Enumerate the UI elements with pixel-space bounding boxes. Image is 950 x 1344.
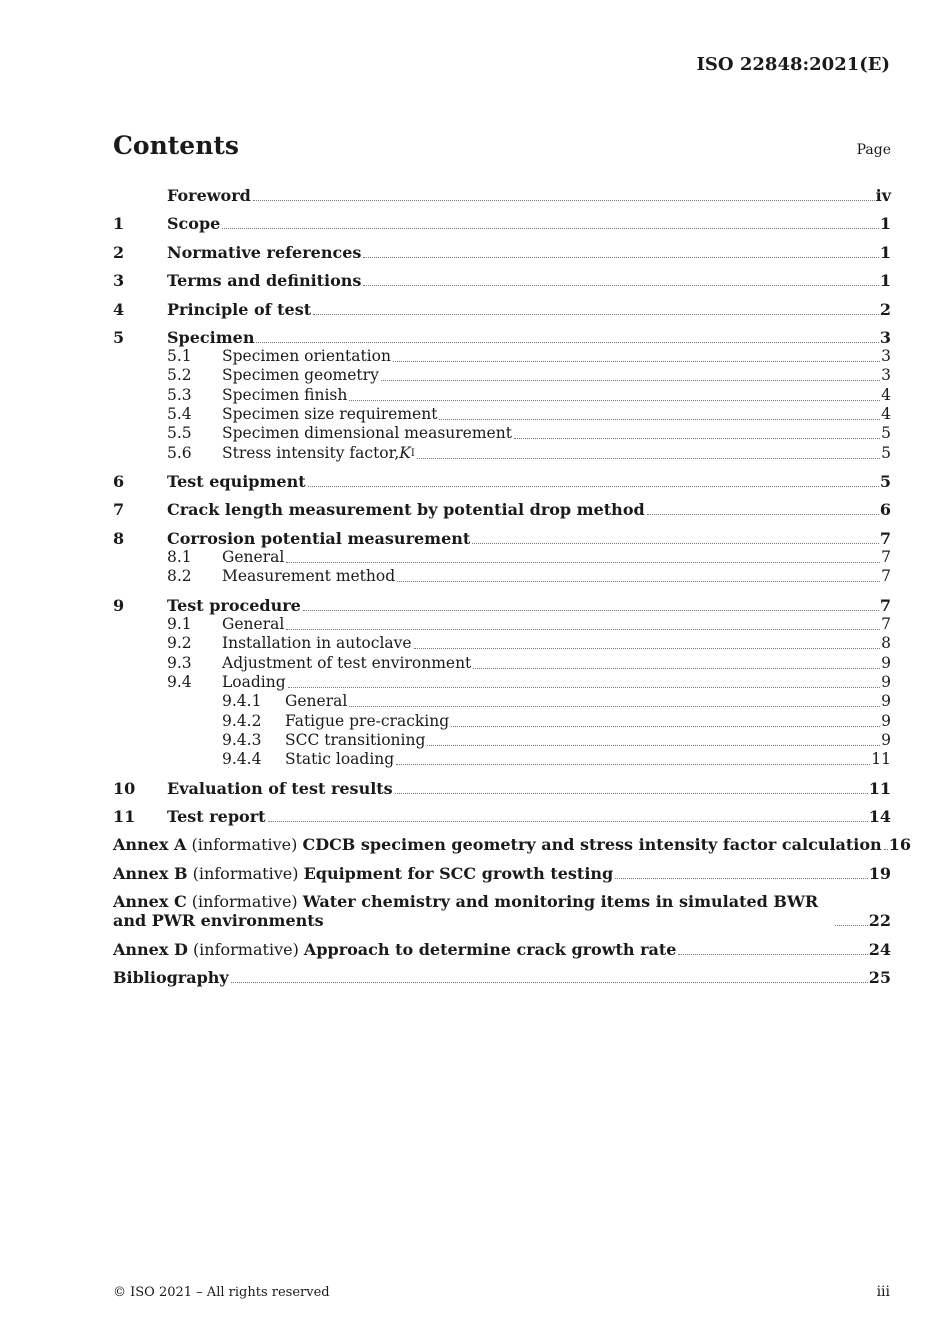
dot-leader [417,458,880,459]
toc-entry-page: 7 [881,548,891,566]
toc-entry[interactable] [113,673,891,692]
annex-label: Annex A [113,835,187,854]
toc-entry-page: 25 [868,968,891,987]
toc-entry-title: Specimen finish [222,386,348,404]
toc-entry[interactable] [113,835,911,854]
dot-leader [256,342,878,343]
dot-leader [222,228,879,229]
page-title: Contents [113,131,240,160]
toc-entry-number: 5.3 [167,386,192,404]
toc-entry[interactable] [113,529,891,548]
toc-entry[interactable] [113,892,891,930]
toc-entry-title: General [285,692,348,710]
dot-leader [363,257,878,258]
toc-entry-title: Installation in autoclave [222,634,412,652]
toc-entry-number: 9.2 [167,634,192,652]
toc-entry-title: Specimen size requirement [222,405,438,423]
toc-entry-title: Equipment for SCC growth testing [303,864,614,883]
toc-entry[interactable] [113,596,891,615]
toc-entry-title: Corrosion potential measurement [167,529,471,548]
toc-entry-title: General [222,615,285,633]
toc-entry-page: iv [875,186,891,205]
annex-type: (informative) [191,892,298,911]
toc-entry-page: 7 [881,567,891,585]
toc-entry[interactable] [113,347,891,366]
annex-type: (informative) [191,835,298,854]
annex-label: Annex B [113,864,188,883]
dot-leader [647,514,879,515]
toc-entry-title: Principle of test [167,300,312,319]
dot-leader [472,543,879,544]
table-of-contents [113,0,911,1344]
toc-entry-number: 9.4.1 [222,692,262,710]
toc-entry-number: 1 [113,214,125,233]
toc-entry-number: 9.4.4 [222,750,262,768]
toc-entry-page: 3 [881,366,891,384]
toc-entry-title: Terms and definitions [167,271,362,290]
toc-entry[interactable] [113,328,891,347]
toc-entry[interactable] [113,472,891,491]
page-number: iii [876,1284,890,1300]
toc-entry-page: 14 [868,807,891,826]
toc-entry[interactable] [113,654,891,673]
toc-entry-number: 7 [113,500,125,519]
toc-entry-subscript: I [410,448,415,459]
document-id: ISO 22848:2021(E) [696,54,890,75]
toc-entry-page: 16 [888,835,911,854]
toc-entry-number: 9.3 [167,654,192,672]
dot-leader [514,438,880,439]
toc-entry-number: 5.4 [167,405,192,423]
annex-label: Annex C [113,892,187,911]
toc-entry-title: Adjustment of test environment [222,654,472,672]
toc-entry-title: Approach to determine crack growth rate [303,940,677,959]
dot-leader [397,581,880,582]
dot-leader [363,285,878,286]
dot-leader [678,954,867,955]
toc-entry-page: 9 [881,692,891,710]
toc-entry-page: 3 [879,328,891,347]
toc-entry-page: 11 [871,750,891,768]
toc-entry-number: 8 [113,529,125,548]
toc-entry-number: 9 [113,596,125,615]
toc-entry-number: 5.5 [167,424,192,442]
dot-leader [393,361,880,362]
toc-entry-page: 5 [879,472,891,491]
toc-entry[interactable] [113,386,891,405]
toc-entry-title: Measurement method [222,567,396,585]
dot-leader [884,849,888,850]
dot-leader [308,486,879,487]
dot-leader [381,380,880,381]
dot-leader [451,726,880,727]
toc-entry-number: 9.1 [167,615,192,633]
toc-entry[interactable] [113,271,891,290]
toc-entry-page: 24 [868,940,891,959]
dot-leader [253,200,875,201]
toc-entry-number: 5.6 [167,444,192,462]
toc-entry-number: 10 [113,779,136,798]
toc-entry-page: 5 [881,444,891,462]
toc-entry[interactable] [113,405,891,424]
toc-entry-title: Stress intensity factor, [222,444,400,462]
toc-entry-page: 7 [879,529,891,548]
toc-entry[interactable] [113,424,891,443]
toc-entry[interactable] [113,692,891,711]
toc-entry[interactable] [113,968,891,987]
toc-entry-number: 8.2 [167,567,192,585]
toc-entry-page: 7 [881,615,891,633]
toc-entry-title: Test procedure [167,596,301,615]
toc-entry-title: Test report [167,807,266,826]
toc-entry-title: Specimen orientation [222,347,391,365]
dot-leader [288,687,880,688]
toc-entry[interactable] [113,634,891,653]
toc-entry[interactable] [113,750,891,769]
toc-entry[interactable] [113,214,891,233]
toc-entry-number: 8.1 [167,548,192,566]
toc-entry[interactable] [113,186,891,205]
annex-type: (informative) [192,940,299,959]
toc-entry[interactable] [113,712,891,731]
toc-entry[interactable] [113,779,891,798]
toc-entry-title: Crack length measurement by potential drop method [167,500,645,519]
toc-entry-page: 5 [881,424,891,442]
toc-entry-page: 1 [879,243,891,262]
toc-entry[interactable] [113,731,891,750]
toc-entry-title: Test equipment [167,472,306,491]
dot-leader [395,793,868,794]
toc-entry[interactable] [113,940,891,959]
toc-entry[interactable] [113,567,891,586]
dot-leader [349,706,880,707]
toc-entry-title: Foreword [167,186,251,205]
toc-entry[interactable] [113,807,891,826]
copyright-notice: © ISO 2021 – All rights reserved [113,1285,330,1300]
toc-entry[interactable] [113,444,891,463]
toc-entry-title: SCC transitioning [285,731,426,749]
dot-leader [349,400,880,401]
dot-leader [286,562,880,563]
toc-entry-title: Scope [167,214,221,233]
toc-entry-page: 9 [881,654,891,672]
toc-entry-page: 1 [879,271,891,290]
dot-leader [303,610,879,611]
toc-entry-page: 9 [881,731,891,749]
dot-leader [439,419,880,420]
toc-entry-page: 7 [879,596,891,615]
dot-leader [427,745,880,746]
dot-leader [268,821,868,822]
toc-entry-symbol: K [399,444,411,462]
toc-entry-page: 9 [881,673,891,691]
dot-leader [286,629,880,630]
page-column-label: Page [856,142,891,158]
dot-leader [231,982,868,983]
dot-leader [396,764,870,765]
toc-entry[interactable] [113,366,891,385]
toc-entry-title: Static loading [285,750,395,768]
dot-leader [313,314,879,315]
toc-entry-number: 9.4.2 [222,712,262,730]
toc-entry-number: 5 [113,328,125,347]
toc-entry[interactable] [113,864,891,883]
toc-entry[interactable] [113,243,891,262]
toc-entry-page: 22 [868,911,891,930]
toc-entry-title: Loading [222,673,286,691]
toc-entry-number: 5.1 [167,347,192,365]
dot-leader [835,925,868,926]
toc-entry-page: 11 [868,779,891,798]
toc-entry-page: 8 [881,634,891,652]
toc-entry-title: Water chemistry and monitoring items in simulated BWR and PWR environments [113,892,819,930]
toc-entry-title: Bibliography [113,968,229,987]
toc-entry[interactable] [113,615,891,634]
toc-entry-number: 3 [113,271,125,290]
toc-entry[interactable] [113,500,891,519]
toc-entry-page: 6 [879,500,891,519]
toc-entry[interactable] [113,300,891,319]
toc-entry-number: 2 [113,243,125,262]
annex-label: Annex D [113,940,188,959]
toc-entry-number: 9.4.3 [222,731,262,749]
toc-entry-page: 1 [879,214,891,233]
dot-leader [414,648,881,649]
toc-entry-page: 3 [881,347,891,365]
toc-entry-title: Normative references [167,243,362,262]
dot-leader [473,668,880,669]
toc-entry-title: General [222,548,285,566]
toc-entry-number: 6 [113,472,125,491]
dot-leader [615,878,868,879]
toc-entry-page: 2 [879,300,891,319]
toc-entry-title: Specimen [167,328,255,347]
toc-entry[interactable] [113,548,891,567]
toc-entry-title: Fatigue pre-cracking [285,712,450,730]
annex-type: (informative) [192,864,299,883]
toc-entry-page: 4 [881,386,891,404]
toc-entry-number: 5.2 [167,366,192,384]
toc-entry-number: 11 [113,807,136,826]
toc-entry-page: 19 [868,864,891,883]
toc-entry-page: 9 [881,712,891,730]
toc-entry-number: 9.4 [167,673,192,691]
toc-entry-title: Specimen dimensional measurement [222,424,512,442]
toc-entry-number: 4 [113,300,125,319]
toc-entry-title: Evaluation of test results [167,779,393,798]
toc-entry-title: CDCB specimen geometry and stress intensity factor calculation [302,835,882,854]
toc-entry-title: Specimen geometry [222,366,379,384]
toc-entry-page: 4 [881,405,891,423]
